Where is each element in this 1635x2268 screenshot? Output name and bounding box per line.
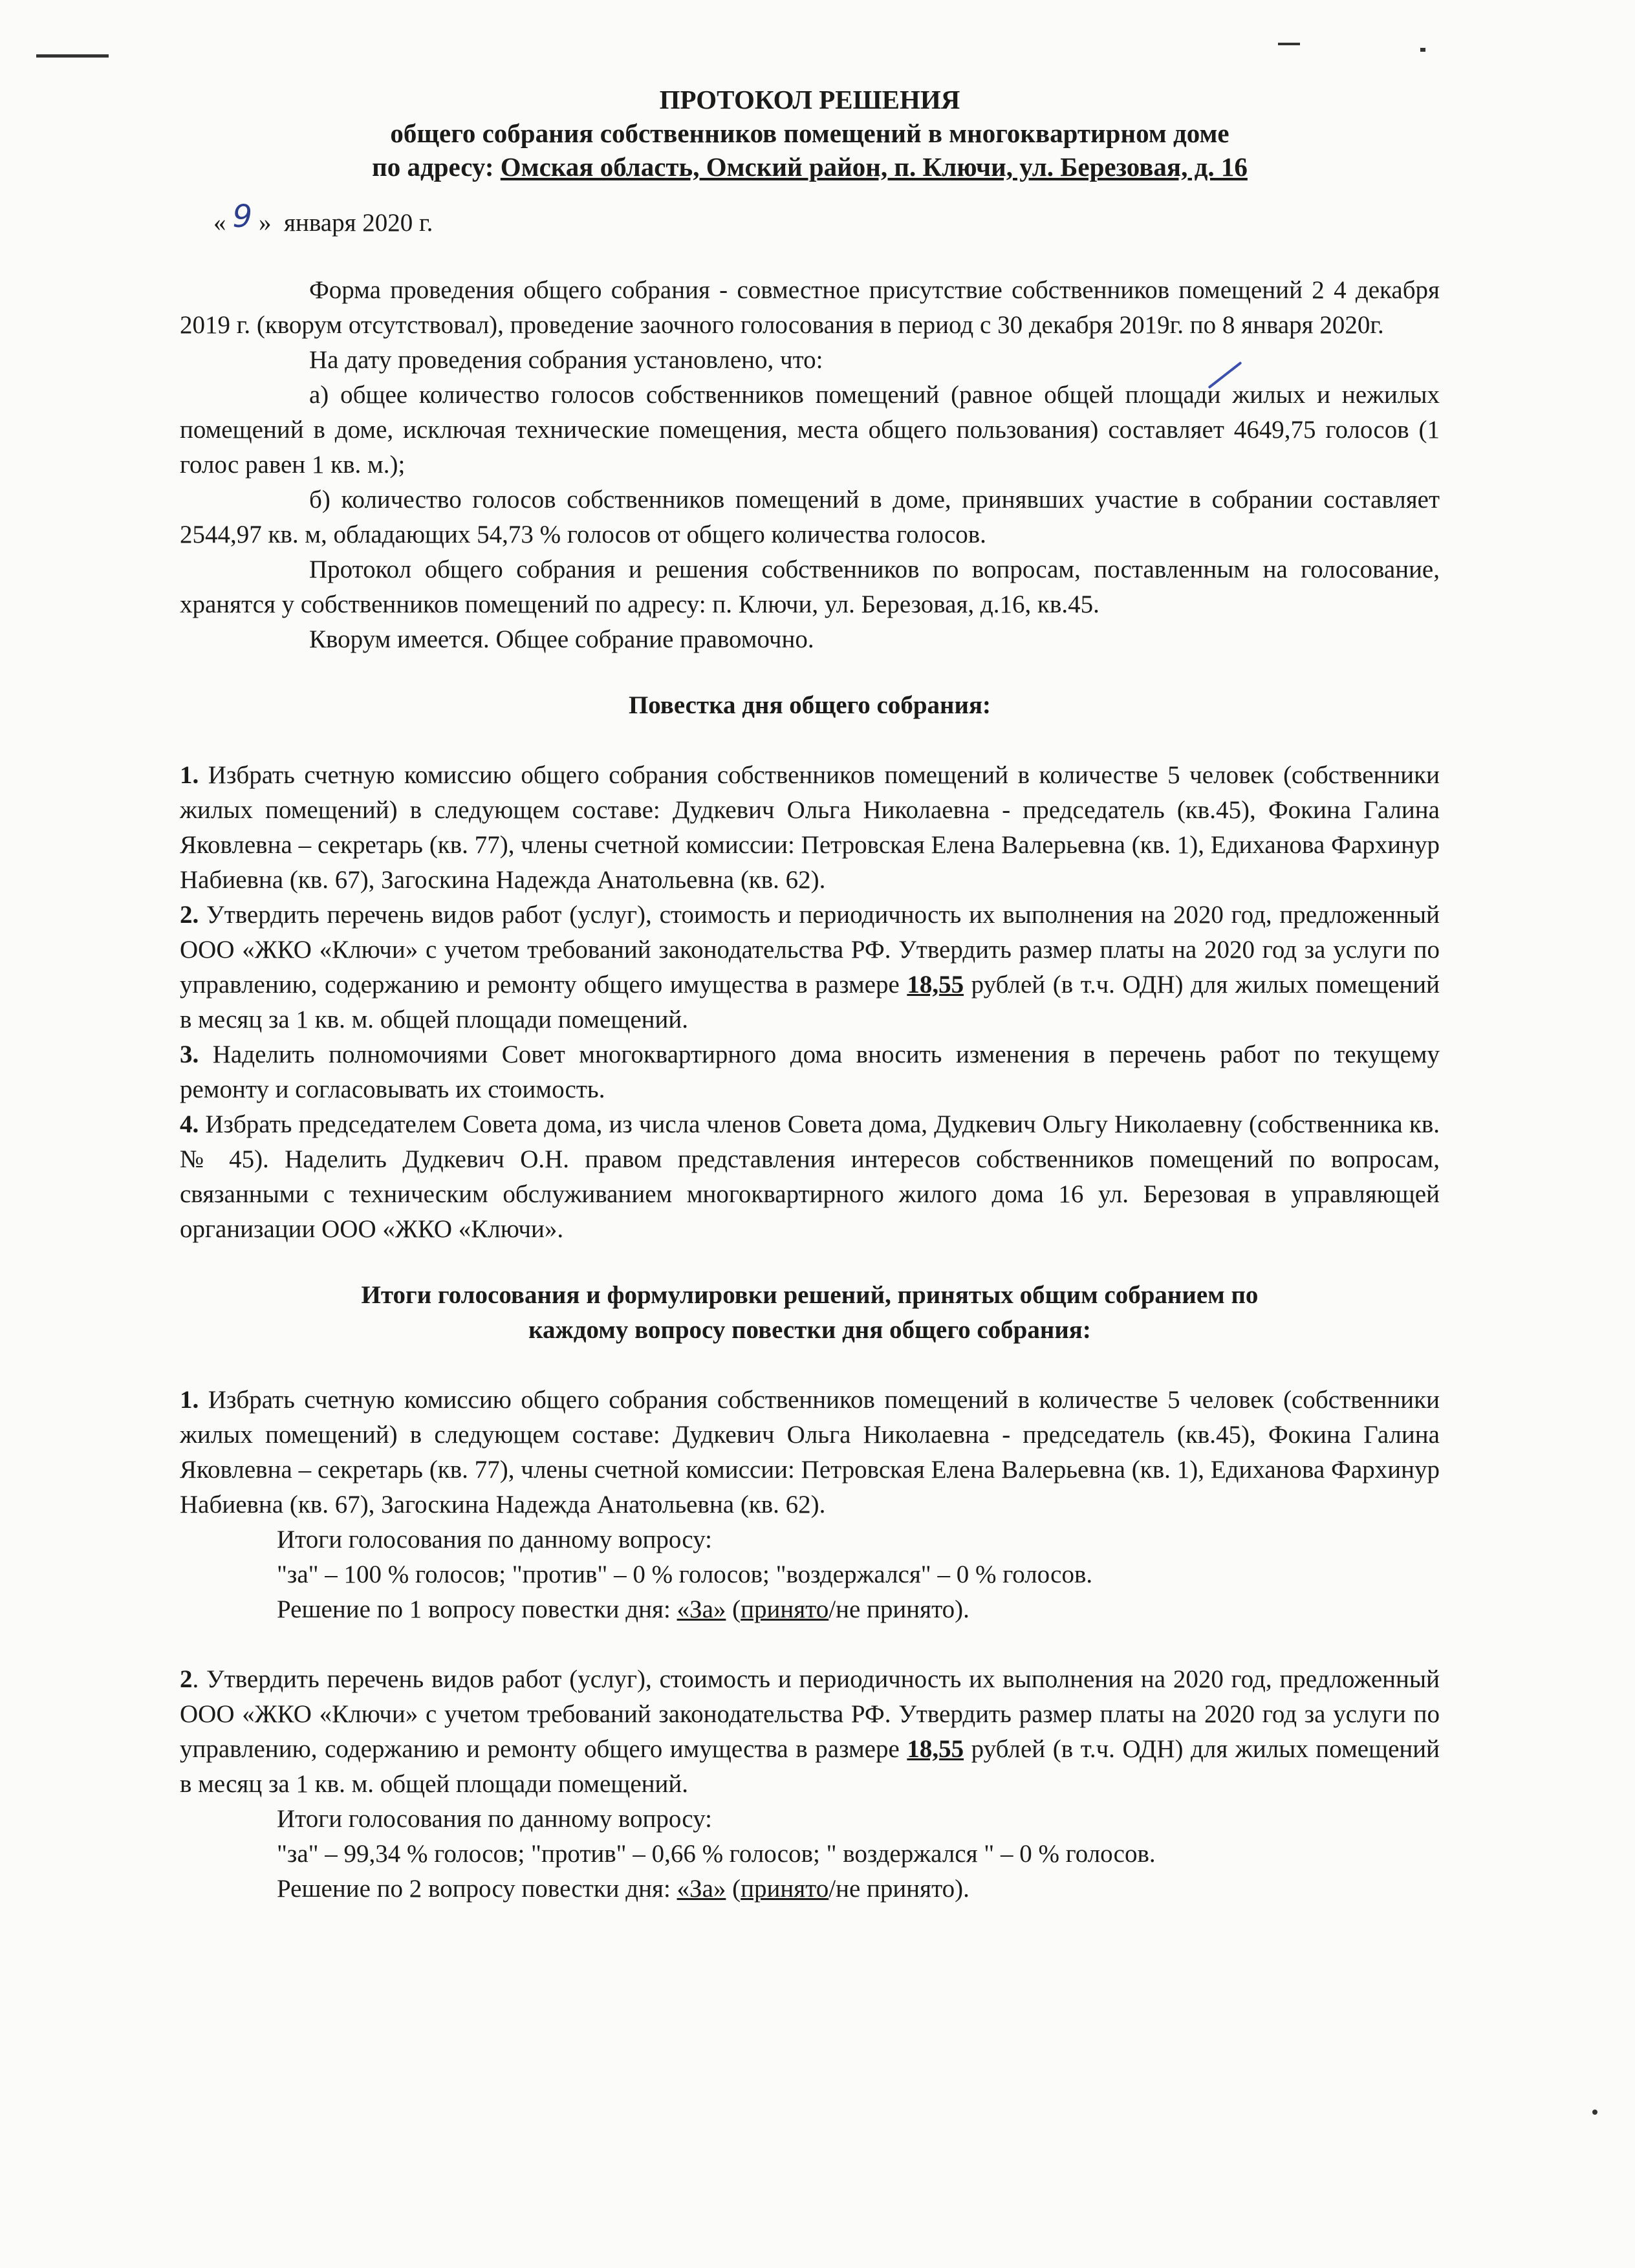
- agenda-item-number: 2.: [180, 901, 199, 929]
- agenda-item-text: Наделить полномочиями Совет многоквартирного дома вносить изменения в перечень работ по текущему ремонту и согласовывать их стоимость.: [180, 1041, 1440, 1103]
- title-line-3: [180, 150, 1440, 184]
- agenda-item-text: Избрать председателем Совета дома, из числа членов Совета дома, Дудкевич Ольгу Николаевну (собственника кв. № 45). Наделить Дудкевич О.Н. правом представления интересов собственников помещений по вопросам, связанными с техническим обслуживанием многоквартирного жилого дома 16 ул. Березовая в управляющей организации ООО «ЖКО «Ключи».: [180, 1110, 1440, 1243]
- result-item-text: . Утвердить перечень видов работ (услуг), стоимость и периодичность их выполнения на 2020 год, предложенный ООО «ЖКО «Ключи» с учетом требований законодательства РФ. Утвердить размер платы на 2020 год за услуги по управлению, содержанию и ремонту общего имущества в размере: [180, 1665, 1440, 1763]
- result-item-text: рублей (в т.ч. ОДН) для жилых помещений в месяц за 1 кв. м. общей площади помещений.: [180, 1735, 1440, 1798]
- agenda-heading: Повестка дня общего собрания:: [628, 691, 991, 719]
- scan-mark-top-left: [36, 54, 109, 58]
- date-open-quote: «: [213, 209, 226, 237]
- scan-mark-bottom-right-dot: [1592, 2110, 1597, 2115]
- decision-rest: /не принято).: [828, 1595, 969, 1623]
- title-address: Омская область, Омский район, п. Ключи, ул. Березовая, д. 16: [500, 152, 1248, 182]
- spacer: [180, 1627, 1440, 1662]
- agenda-item-text: Избрать счетную комиссию общего собрания собственников помещений в количестве 5 человек (собственники жилых помещений) в следующем составе: Дудкевич Ольга Николаевна - председатель (кв.45), Фокина Галина Яковлевна – секретарь (кв. 77), члены счетной комиссии: Петровская Елена Валерьевна (кв. 1), Едиханова Фархинур Набиевна (кв. 67), Загоскина Надежда Анатольевна (кв. 62).: [180, 761, 1440, 894]
- decision-rest: /не принято).: [828, 1875, 969, 1903]
- votes-summary: "за" – 100 % голосов; "против" – 0 % голосов; "воздержался" – 0 % голосов.: [277, 1561, 1093, 1588]
- decision-prefix: Решение по 2 вопросу повестки дня:: [277, 1875, 677, 1903]
- intro-paragraph: На дату проведения собрания установлено, что:: [309, 346, 823, 374]
- votes-summary: "за" – 99,34 % голосов; "против" – 0,66 % голосов; " воздержался " – 0 % голосов.: [277, 1840, 1156, 1868]
- decision-open: (: [726, 1875, 741, 1903]
- decision-open: (: [726, 1595, 741, 1623]
- result-item: [180, 1662, 1440, 1906]
- result-question: [180, 1383, 1440, 1522]
- result-item: [180, 1383, 1440, 1627]
- document-date: [180, 199, 1440, 241]
- date-close-quote: »: [259, 209, 272, 237]
- decision-line: [180, 1592, 1440, 1627]
- results-list: [180, 1383, 1440, 1906]
- intro-section: [180, 273, 1440, 657]
- title-line-2: общего собрания собственников помещений в многоквартирном доме: [390, 118, 1229, 148]
- date-day-handwritten: 9: [232, 199, 253, 235]
- votes-label: Итоги голосования по данному вопросу:: [277, 1526, 713, 1553]
- agenda-item-text: рублей (в т.ч. ОДН) для жилых помещений в месяц за 1 кв. м. общей площади помещений.: [180, 971, 1440, 1033]
- agenda-item: [180, 1037, 1440, 1107]
- agenda-item: [180, 898, 1440, 1037]
- fee-amount: 18,55: [907, 1735, 964, 1763]
- decision-value: «За»: [677, 1875, 726, 1903]
- date-month-year: января 2020 г.: [284, 209, 433, 237]
- result-item-number: 2: [180, 1665, 193, 1693]
- intro-paragraph: Протокол общего собрания и решения собственников по вопросам, поставленным на голосование, хранятся у собственников помещений по адресу: п. Ключи, ул. Березовая, д.16, кв.45.: [180, 556, 1440, 618]
- results-heading-line-2: каждому вопросу повестки дня общего собрания:: [528, 1316, 1091, 1344]
- decision-accepted: принято: [741, 1875, 829, 1903]
- votes-label: Итоги голосования по данному вопросу:: [277, 1805, 713, 1833]
- result-item-number: 1.: [180, 1386, 199, 1414]
- intro-paragraph: б) количество голосов собственников помещений в доме, принявших участие в собрании составляет 2544,97 кв. м, обладающих 54,73 % голосов от общего количества голосов.: [180, 486, 1440, 548]
- scan-mark-top-right-dot: [1420, 48, 1425, 52]
- intro-paragraph: а) общее количество голосов собственников помещений (равное общей площади жилых и нежилых помещений в доме, исключая технические помещения, места общего пользования) составляет 4649,75 голосов (1 голос равен 1 кв. м.);: [180, 381, 1440, 479]
- scan-mark-top-right: [1278, 43, 1300, 45]
- decision-line: [180, 1872, 1440, 1906]
- agenda-item-number: 1.: [180, 761, 199, 789]
- title-address-prefix: по адресу:: [372, 152, 501, 182]
- title-line-1: ПРОТОКОЛ РЕШЕНИЯ: [659, 85, 960, 114]
- decision-prefix: Решение по 1 вопросу повестки дня:: [277, 1595, 677, 1623]
- document-page: [180, 83, 1440, 1906]
- result-question: [180, 1662, 1440, 1802]
- document-title: [180, 83, 1440, 184]
- agenda-list: [180, 758, 1440, 1247]
- agenda-item: [180, 758, 1440, 898]
- intro-paragraph: Форма проведения общего собрания - совместное присутствие собственников помещений 2 4 декабря 2019 г. (кворум отсутствовал), проведение заочного голосования в период с 30 декабря 2019г. по 8 января 2020г.: [180, 276, 1440, 339]
- fee-amount: 18,55: [907, 971, 964, 999]
- result-item-text: Избрать счетную комиссию общего собрания собственников помещений в количестве 5 человек (собственники жилых помещений) в следующем составе: Дудкевич Ольга Николаевна - председатель (кв.45), Фокина Галина Яковлевна – секретарь (кв. 77), члены счетной комиссии: Петровская Елена Валерьевна (кв. 1), Едиханова Фархинур Набиевна (кв. 67), Загоскина Надежда Анатольевна (кв. 62).: [180, 1386, 1440, 1518]
- agenda-item: [180, 1107, 1440, 1247]
- agenda-item-number: 4.: [180, 1110, 199, 1138]
- results-heading: [180, 1278, 1440, 1348]
- agenda-item-number: 3.: [180, 1041, 199, 1068]
- decision-accepted: принято: [741, 1595, 829, 1623]
- agenda-item-text: Утвердить перечень видов работ (услуг), стоимость и периодичность их выполнения на 2020 год, предложенный ООО «ЖКО «Ключи» с учетом требований законодательства РФ. Утвердить размер платы на 2020 год за услуги по управлению, содержанию и ремонту общего имущества в размере: [180, 901, 1440, 999]
- intro-paragraph: Кворум имеется. Общее собрание правомочно.: [309, 625, 814, 653]
- decision-value: «За»: [677, 1595, 726, 1623]
- results-heading-line-1: Итоги голосования и формулировки решений, принятых общим собранием по: [361, 1281, 1259, 1309]
